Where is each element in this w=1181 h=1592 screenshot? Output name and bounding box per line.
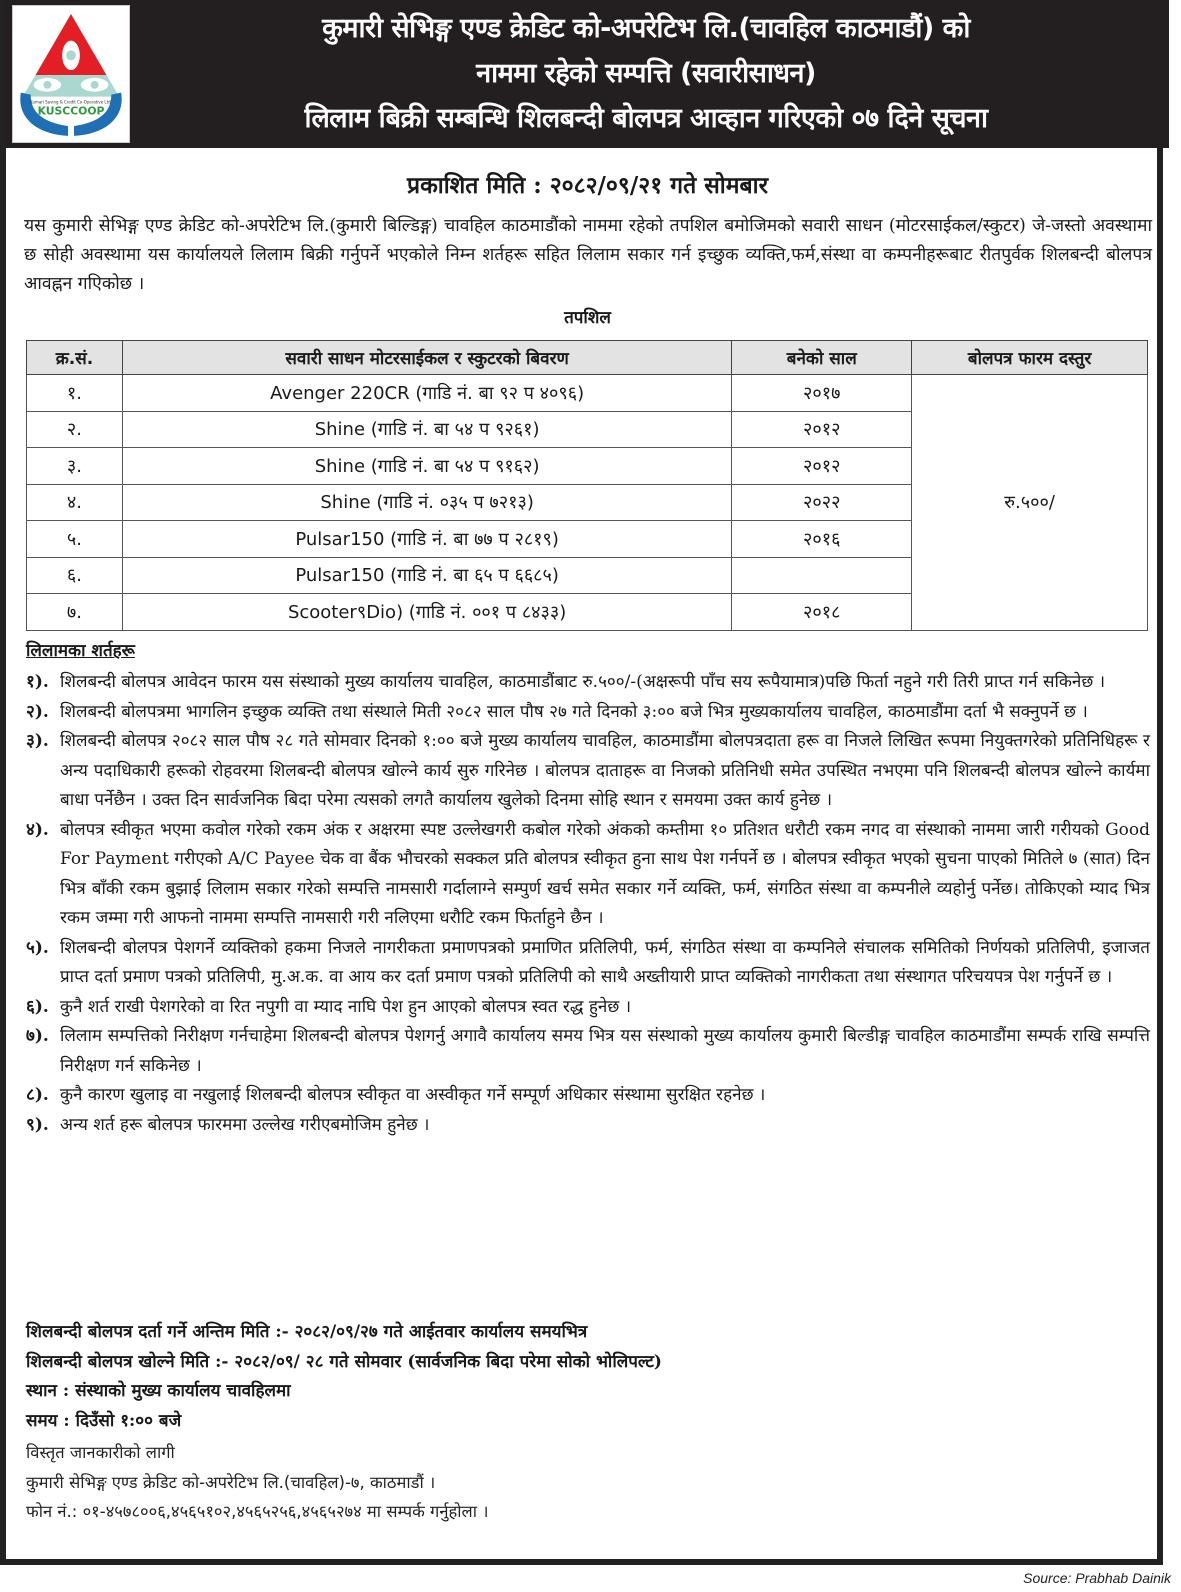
- condition-item: [26, 1111, 1150, 1141]
- svg-text:Kumari Saving & Credit Co-Oper: Kumari Saving & Credit Co-Operative Ltd.: [30, 99, 112, 105]
- condition-number: ८).: [26, 1085, 49, 1105]
- logo-emblem-icon: [13, 6, 129, 142]
- header-form-fee: बोलपत्र फारम दस्तुर: [912, 341, 1148, 375]
- table-header-row: [27, 341, 1148, 375]
- condition-number: ४).: [26, 819, 49, 840]
- kusccoop-logo: [12, 5, 130, 143]
- condition-text: कुनै कारण खुलाइ वा नखुलाई शिलबन्दी बोलपत्र स्वीकृत वा अस्वीकृत गर्ने सम्पूर्ण अधिकार संस्थामा सुरक्षित रहनेछ ।: [60, 1085, 766, 1105]
- condition-text: शिलबन्दी बोलपत्र २०८२ साल पौष २८ गते सोमवार दिनको १:०० बजे मुख्य कार्यालय चावहिल, काठमाडौंमा बोलपत्रदाता हरू वा निजले लिखित रूपमा नियुक्तगरेको प्रतिनिधिहरू र अन्य पदाधिकारी हरूको रोहवरमा शिलबन्दी बोलपत्र खोल्ने कार्य सुरु गरिनेछ । बोलपत्र दाताहरू वा निजको प्रतिनिधी समेत उपस्थित नभएमा पनि शिलबन्दी बोलपत्र खोल्ने कार्यमा बाधा पर्नेछैन । उक्त दिन सार्वजनिक बिदा परेमा त्यसको लगतै कार्यालय खुलेको दिनमा सोहि स्थान र समयमा उक्त कार्य हुनेछ ।: [60, 731, 1150, 810]
- row-year: २०१८: [732, 594, 912, 631]
- condition-item: [26, 816, 1150, 934]
- conditions-heading: लिलामका शर्तहरू: [26, 641, 135, 661]
- row-description: Pulsar150 (गाडि नं. बा ७७ प २८१९): [122, 521, 731, 558]
- condition-item: [26, 698, 1150, 728]
- condition-number: २).: [26, 701, 49, 722]
- org-address: कुमारी सेभिङ्ग एण्ड क्रेडिट को-अपरेटिभ लि.(चावहिल)-७, काठमाडौं ।: [26, 1472, 436, 1492]
- condition-item: [26, 1081, 1150, 1111]
- condition-text: लिलाम सम्पत्तिको निरीक्षण गर्नचाहेमा शिलबन्दी बोलपत्र पेशगर्नु अगावै कार्यालय समय भित्र यस संस्थाको मुख्य कार्यालय कुमारी बिल्डीङ्ग चावहिल काठमाडौंमा सम्पर्क राखि सम्पत्ति निरीक्षण गर्न सकिनेछ ।: [60, 1026, 1150, 1076]
- row-year: २०१२: [732, 448, 912, 485]
- header-serial: क्र.सं.: [27, 341, 123, 375]
- table-row: [27, 375, 1148, 412]
- condition-text: कुनै शर्त राखी पेशगरेको वा रित नपुगी वा म्याद नाघि पेश हुन आएको बोलपत्र स्वत रद्ध हुनेछ ।: [60, 996, 632, 1017]
- conditions-list: [26, 668, 1150, 1140]
- row-description: Pulsar150 (गाडि नं. बा ६५ प ६६८५): [122, 557, 731, 594]
- row-serial: ३.: [27, 448, 123, 485]
- condition-text: शिलबन्दी बोलपत्रमा भागलिन इच्छुक व्यक्ति तथा संस्थाले मिती २०८२ साल पौष २७ गते दिनको ३:०० बजे भित्र मुख्यकार्यालय चावहिल, काठमाडौंमा दर्ता भै सक्नुपर्ने छ ।: [60, 701, 1088, 722]
- row-year: [732, 557, 912, 594]
- condition-number: ६).: [26, 996, 49, 1017]
- condition-item: [26, 934, 1150, 993]
- source-credit: Source: Prabhab Dainik: [1023, 1570, 1171, 1586]
- row-serial: ४.: [27, 484, 123, 521]
- notice-header: [6, 0, 1169, 148]
- row-year: २०२२: [732, 484, 912, 521]
- row-serial: ५.: [27, 521, 123, 558]
- phone-numbers: फोन नं.: ०१-४५७८००६,४५६५१०२,४५६५२५६,४५६५२७४ मा सम्पर्क गर्नुहोला ।: [26, 1502, 489, 1521]
- row-year: २०१२: [732, 411, 912, 448]
- condition-number: ७).: [26, 1026, 49, 1046]
- row-description: Scooter९Dio) (गाडि नं. ००१ प ८४३३): [122, 594, 731, 631]
- row-year: २०१६: [732, 521, 912, 558]
- vehicle-table: [26, 340, 1148, 631]
- condition-text: बोलपत्र स्वीकृत भएमा कवोल गरेको रकम अंक र अक्षरमा स्पष्ट उल्लेखगरी कबोल गरेको अंकको कम्तीमा १० प्रतिशत धरौटी रकम नगद वा संस्थाको नाममा जारी गरीयको Good For Payment गरीएको A/C Payee चेक वा बैंक भौचरको सक्कल प्रति बोलपत्र स्वीकृत हुना साथ पेश गर्नपर्ने छ । बोलपत्र स्वीकृत भएको सुचना पाएको मितिले ७ (सात) दिन भित्र बाँकी रकम बुझाई लिलाम सकार गरेको सम्पत्ति नामसारी गर्दालाग्ने सम्पुर्ण खर्च समेत सकार गर्ने व्यक्ति, फर्म, संगठित संस्था वा कम्पनीले व्यहोर्नु पर्नेछ। तोकिएको म्याद भित्र रकम जम्मा गरी आफनो नाममा सम्पत्ति नामसारी गरी नलिएमा धरौटि रकम फिर्ताहुने छैन ।: [60, 819, 1150, 928]
- row-description: Shine (गाडि नं. बा ५४ प ९१६२): [122, 448, 731, 485]
- published-date: प्रकाशित मिति : २०८२/०९/२१ गते सोमबार: [406, 172, 769, 199]
- submission-deadline: शिलबन्दी बोलपत्र दर्ता गर्ने अन्तिम मिति :- २०८२/०९/२७ गते आईतवार कार्यालय समयभित्र: [26, 1322, 588, 1342]
- condition-item: [26, 1022, 1150, 1081]
- contact-info: [26, 1438, 1150, 1527]
- row-serial: ७.: [27, 594, 123, 631]
- row-description: Shine (गाडि नं. बा ५४ प ९२६१): [122, 411, 731, 448]
- opening-date: शिलबन्दी बोलपत्र खोल्ने मिति :- २०८२/०९/ २८ गते सोमवार (सार्वजनिक बिदा परेमा सोको भोलिपल्ट): [26, 1351, 662, 1372]
- row-description: Avenger 220CR (गाडि नं. बा ९२ प ४०९६): [122, 375, 731, 412]
- condition-text: अन्य शर्त हरू बोलपत्र फारममा उल्लेख गरीएबमोजिम हुनेछ ।: [60, 1114, 430, 1135]
- svg-text:KUSCCOOP: KUSCCOOP: [37, 104, 105, 118]
- opening-time: समय : दिउँसो १:०० बजे: [26, 1410, 182, 1431]
- venue: स्थान : संस्थाको मुख्य कार्यालय चावहिलमा: [26, 1381, 291, 1401]
- more-info-label: विस्तृत जानकारीको लागी: [26, 1443, 175, 1462]
- condition-number: ३).: [26, 731, 49, 751]
- header-description: सवारी साधन मोटरसाईकल र स्कुटरको बिवरण: [122, 341, 731, 375]
- table-caption: तपशिल: [564, 308, 611, 328]
- key-dates: [26, 1318, 1150, 1436]
- condition-text: शिलबन्दी बोलपत्र पेशगर्ने व्यक्तिको हकमा निजले नागरीकता प्रमाणपत्रको प्रमाणित प्रतिलिपी, फर्म, संगठित संस्था वा कम्पनिले संचालक समितिको निर्णयको प्रतिलिपी, इजाजत प्राप्त दर्ता प्रमाण पत्रको प्रतिलिपी, मु.अ.क. वा आय कर दर्ता प्रमाण पत्रको प्रतिलिपी को साथै अख्तीयारी प्राप्त व्यक्तिको नागरीकता तथा संस्थागत परिचयपत्र पेश गर्नुपर्ने छ ।: [60, 937, 1150, 987]
- condition-text: शिलबन्दी बोलपत्र आवेदन फारम यस संस्थाको मुख्य कार्यालय चावहिल, काठमाडौंबाट रु.५००/-(अक्षरूपी पाँच सय रूपैयामात्र)पछि फिर्ता नहुने गरी तिरी प्राप्त गर्न सकिनेछ ।: [60, 672, 1106, 692]
- condition-number: १).: [26, 672, 49, 692]
- condition-item: [26, 727, 1150, 816]
- condition-number: ९).: [26, 1114, 49, 1135]
- form-fee-value: रु.५००/: [912, 375, 1148, 631]
- header-year: बनेको साल: [732, 341, 912, 375]
- title-line-2: नाममा रहेको सम्पत्ति (सवारीसाधन): [476, 58, 816, 89]
- title-line-3: लिलाम बिक्री सम्बन्धि शिलबन्दी बोलपत्र आव्हान गरिएको ०७ दिने सूचना: [304, 103, 988, 134]
- row-serial: १.: [27, 375, 123, 412]
- notice-title: [136, 6, 1156, 141]
- condition-number: ५).: [26, 937, 49, 958]
- row-serial: ६.: [27, 557, 123, 594]
- condition-item: [26, 993, 1150, 1023]
- row-year: २०१७: [732, 375, 912, 412]
- title-line-1: कुमारी सेभिङ्ग एण्ड क्रेडिट को-अपरेटिभ लि.(चावहिल काठमाडौं) को: [322, 13, 970, 44]
- row-serial: २.: [27, 411, 123, 448]
- row-description: Shine (गाडि नं. ०३५ प ७२१३): [122, 484, 731, 521]
- intro-paragraph: यस कुमारी सेभिङ्ग एण्ड क्रेडिट को-अपरेटिभ लि.(कुमारी बिल्डिङ्ग) चावहिल काठमाडौंको नाममा रहेको तपशिल बमोजिमको सवारी साधन (मोटरसाईकल/स्कुटर) जे-जस्तो अवस्थामा छ सोही अवस्थामा यस कार्यालयले लिलाम बिक्री गर्नुपर्ने भएकोले निम्न शर्तहरू सहित लिलाम सकार गर्न इच्छुक व्यक्ति,फर्म,संस्था वा कम्पनीहरूबाट रीतपुर्वक शिलबन्दी बोलपत्र आवह्नन गएिकोछ ।: [24, 216, 1152, 294]
- condition-item: [26, 668, 1150, 698]
